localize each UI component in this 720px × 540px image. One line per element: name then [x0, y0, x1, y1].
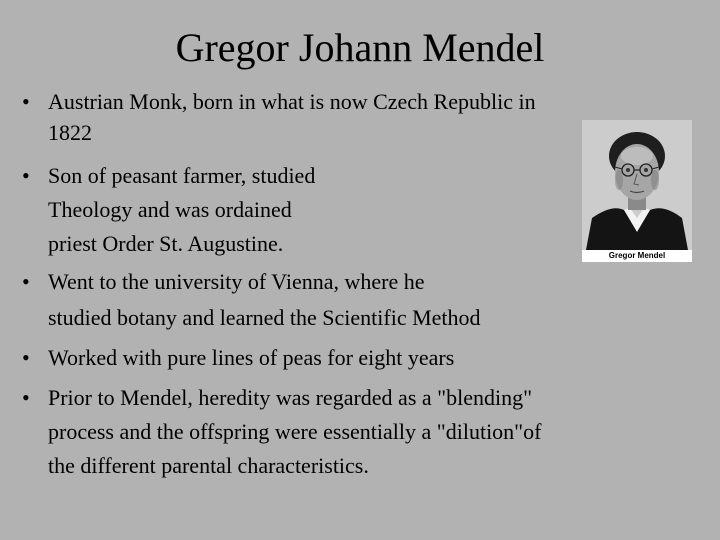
- bullet-marker: •: [22, 385, 30, 410]
- bullet-text-line: studied botany and learned the Scientific Method: [48, 305, 481, 330]
- bullet-text-line: Went to the university of Vienna, where he: [48, 269, 425, 294]
- bullet-marker: •: [22, 269, 30, 294]
- bullet-marker: •: [22, 163, 30, 188]
- bullet-marker: •: [22, 89, 30, 114]
- bullet-text-line: Worked with pure lines of peas for eight years: [48, 345, 455, 370]
- portrait-caption: Gregor Mendel: [608, 251, 666, 260]
- bullet-text-line: process and the offspring were essentially a "dilution"of: [48, 419, 542, 444]
- bullet-text-line: Theology and was ordained: [48, 197, 292, 222]
- portrait-image: [582, 120, 692, 250]
- bullet-text-line: 1822: [48, 120, 92, 145]
- bullet-text-line: Austrian Monk, born in what is now Czech Republic in: [48, 89, 536, 114]
- slide-title: Gregor Johann Mendel: [175, 25, 545, 70]
- bullet-text-line: priest Order St. Augustine.: [48, 231, 284, 256]
- bullet-text-line: Prior to Mendel, heredity was regarded as a "blending": [48, 385, 533, 410]
- portrait-photo: [582, 120, 692, 262]
- bullet-text-line: Son of peasant farmer, studied: [48, 163, 316, 188]
- bullet-marker: •: [22, 345, 30, 370]
- bullet-text-line: the different parental characteristics.: [48, 453, 369, 478]
